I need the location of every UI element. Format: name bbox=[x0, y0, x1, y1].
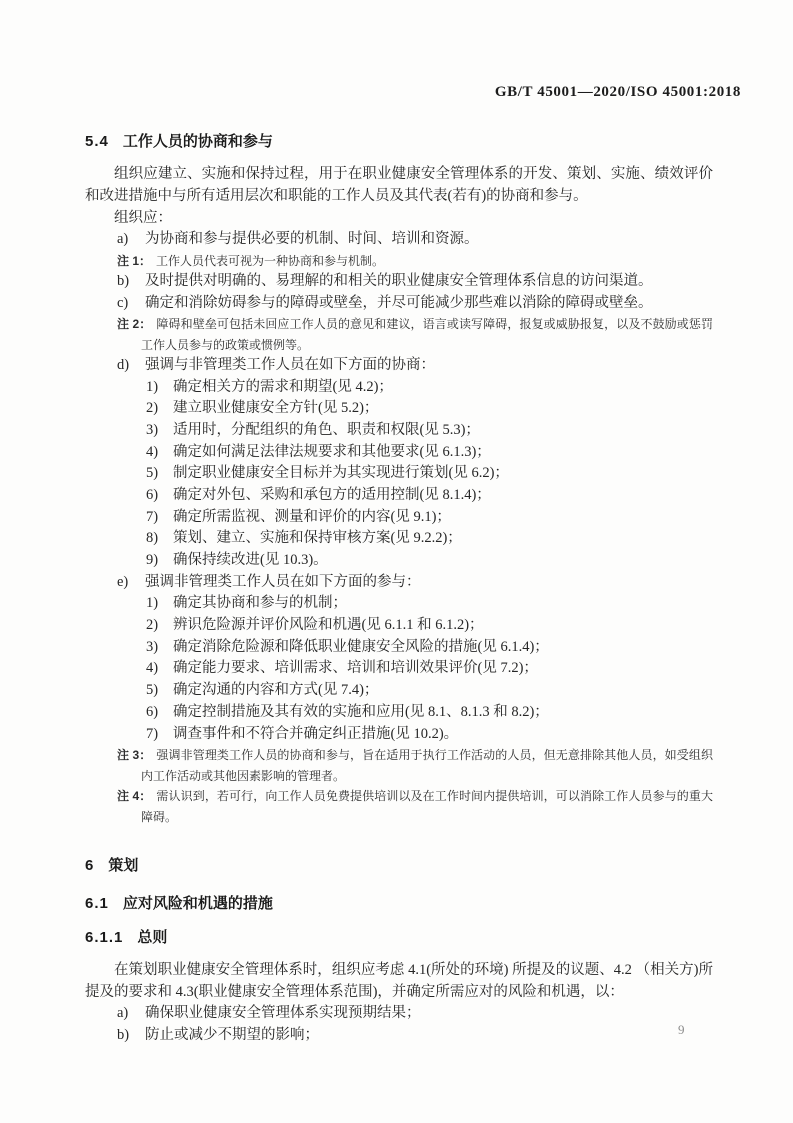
page-content bbox=[85, 0, 713, 1046]
sub-item-text: 制定职业健康安全目标并为其实现进行策划(见 6.2)； bbox=[173, 465, 509, 482]
sub-item-text: 建立职业健康安全方针(见 5.2)； bbox=[173, 400, 379, 417]
sub-item-label: 5) bbox=[146, 682, 159, 699]
sub-item-text: 确保持续改进(见 10.3)。 bbox=[173, 552, 328, 569]
sub-item-e5 bbox=[146, 680, 713, 702]
sub-item-e2 bbox=[146, 615, 713, 637]
sub-item-d8 bbox=[146, 528, 713, 550]
sub-item-d2 bbox=[146, 398, 713, 420]
sub-item-d4 bbox=[146, 442, 713, 464]
sub-item-label: 3) bbox=[146, 421, 159, 438]
sub-item-text: 确定对外包、采购和承包方的适用控制(见 8.1.4)； bbox=[173, 487, 491, 504]
sub-item-label: 6) bbox=[146, 487, 159, 504]
item-text: 确保职业健康安全管理体系实现预期结果； bbox=[145, 1005, 421, 1022]
item-text: 确定和消除妨碍参与的障碍或壁垒，并尽可能减少那些难以消除的障碍或壁垒。 bbox=[145, 294, 653, 311]
sub-item-label: 7) bbox=[146, 725, 159, 742]
note-label: 注 1： bbox=[117, 253, 152, 268]
list-item-a bbox=[117, 229, 713, 251]
section-title: 总则 bbox=[137, 929, 168, 947]
item-text: 及时提供对明确的、易理解的和相关的职业健康安全管理体系信息的访问渠道。 bbox=[145, 273, 653, 289]
sub-item-d1 bbox=[146, 377, 713, 399]
list-item-b bbox=[117, 271, 713, 293]
note-3 bbox=[117, 745, 713, 786]
item-text: 防止或减少不期望的影响； bbox=[145, 1026, 319, 1043]
sub-item-e1 bbox=[146, 593, 713, 615]
sub-item-label: 1) bbox=[146, 378, 159, 395]
section-title: 应对风险和机遇的措施 bbox=[122, 895, 273, 913]
sub-item-text: 适用时，分配组织的角色、职责和权限(见 5.3)； bbox=[173, 421, 480, 438]
sub-item-label: 4) bbox=[146, 660, 159, 677]
sub-item-text: 调查事件和不符合并确定纠正措施(见 10.2)。 bbox=[173, 725, 459, 742]
section-5-4-heading bbox=[85, 130, 713, 151]
sub-item-text: 确定所需监视、测量和评价的内容(见 9.1)； bbox=[173, 508, 451, 525]
section-title: 工作人员的协商和参与 bbox=[122, 133, 273, 150]
sub-item-d9 bbox=[146, 550, 713, 572]
sub-item-text: 确定沟通的内容和方式(见 7.4)； bbox=[173, 682, 379, 699]
intro-paragraph: 组织应建立、实施和保持过程，用于在职业健康安全管理体系的开发、策划、实施、绩效评价和改进措施中与所有适用层次和职能的工作人员及其代表(若有)的协商和参与。 bbox=[85, 166, 713, 204]
item-text: 强调与非管理类工作人员在如下方面的协商： bbox=[145, 357, 435, 373]
note-2 bbox=[117, 314, 713, 355]
note-label: 注 2： bbox=[117, 317, 152, 331]
list-item-a bbox=[117, 1003, 713, 1025]
section-number: 6.1 bbox=[85, 895, 109, 913]
sub-item-label: 2) bbox=[146, 400, 159, 417]
page-number: 9 bbox=[678, 1022, 685, 1037]
list-item-e bbox=[117, 572, 713, 594]
item-label: d) bbox=[117, 357, 130, 373]
sub-item-e6 bbox=[146, 702, 713, 724]
section-6-1-heading bbox=[85, 892, 713, 913]
note-text: 强调非管理类工作人员的协商和参与，旨在适用于执行工作活动的人员，但无意排除其他人员，如受组织内工作活动或其他因素影响的管理者。 bbox=[141, 748, 713, 783]
section-6-heading bbox=[85, 854, 713, 875]
sub-item-label: 1) bbox=[146, 595, 159, 612]
list-item-d bbox=[117, 355, 713, 377]
note-text: 工作人员代表可视为一种协商和参与机制。 bbox=[156, 253, 385, 268]
sub-item-d6 bbox=[146, 485, 713, 507]
sub-item-text: 确定控制措施及其有效的实施和应用(见 8.1、8.1.3 和 8.2)； bbox=[173, 703, 549, 720]
note-label: 注 3： bbox=[117, 748, 152, 763]
section-number: 5.4 bbox=[85, 133, 109, 150]
sub-item-label: 8) bbox=[146, 530, 159, 547]
sub-item-label: 4) bbox=[146, 443, 159, 460]
sub-item-text: 确定相关方的需求和期望(见 4.2)； bbox=[173, 378, 393, 395]
intro-paragraph: 在策划职业健康安全管理体系时，组织应考虑 4.1(所处的环境) 所提及的议题、4.2 （相关方)所提及的要求和 4.3(职业健康安全管理体系范围)，并确定所需应对的风险和机遇，以： bbox=[85, 962, 713, 1001]
list-item-c bbox=[117, 293, 713, 315]
item-text: 为协商和参与提供必要的机制、时间、培训和资源。 bbox=[145, 231, 479, 247]
section-6-1-1-heading bbox=[85, 926, 713, 947]
sub-item-e7 bbox=[146, 724, 713, 746]
sub-item-e4 bbox=[146, 658, 713, 680]
section-title: 策划 bbox=[108, 857, 139, 875]
lead-in-paragraph: 组织应： bbox=[114, 210, 172, 226]
item-label: e) bbox=[117, 573, 129, 590]
item-label: a) bbox=[117, 1005, 129, 1022]
sub-item-d5 bbox=[146, 463, 713, 485]
sub-item-text: 确定消除危险源和降低职业健康安全风险的措施(见 6.1.4)； bbox=[173, 638, 549, 655]
note-label: 注 4： bbox=[117, 789, 152, 804]
sub-item-text: 策划、建立、实施和保持审核方案(见 9.2.2)； bbox=[173, 530, 462, 547]
sub-item-d3 bbox=[146, 420, 713, 442]
sub-item-label: 6) bbox=[146, 703, 159, 720]
note-text: 障碍和壁垒可包括未回应工作人员的意见和建议，语言或读写障碍，报复或威胁报复，以及不鼓励或惩罚工作人员参与的政策或惯例等。 bbox=[141, 317, 713, 352]
sub-item-text: 确定能力要求、培训需求、培训和培训效果评价(见 7.2)； bbox=[173, 660, 538, 677]
sub-item-label: 5) bbox=[146, 465, 159, 482]
sub-item-label: 9) bbox=[146, 552, 159, 569]
sub-item-text: 确定其协商和参与的机制； bbox=[173, 595, 347, 612]
sub-item-e3 bbox=[146, 637, 713, 659]
sub-item-d7 bbox=[146, 507, 713, 529]
note-text: 需认识到，若可行，向工作人员免费提供培训以及在工作时间内提供培训，可以消除工作人员参与的重大障碍。 bbox=[141, 789, 713, 824]
sub-item-label: 2) bbox=[146, 617, 159, 634]
sub-item-text: 辨识危险源并评价风险和机遇(见 6.1.1 和 6.1.2)； bbox=[173, 617, 484, 634]
running-header: GB/T 45001—2020/ISO 45001:2018 bbox=[494, 84, 741, 100]
section-number: 6 bbox=[85, 857, 95, 875]
item-text: 强调非管理类工作人员在如下方面的参与： bbox=[145, 573, 421, 590]
section-number: 6.1.1 bbox=[85, 929, 124, 947]
sub-item-label: 3) bbox=[146, 638, 159, 655]
list-item-b bbox=[117, 1025, 713, 1047]
item-label: c) bbox=[117, 294, 129, 311]
item-label: b) bbox=[117, 273, 130, 289]
note-4 bbox=[117, 786, 713, 827]
note-1 bbox=[117, 251, 713, 272]
item-label: b) bbox=[117, 1026, 130, 1043]
sub-item-text: 确定如何满足法律法规要求和其他要求(见 6.1.3)； bbox=[173, 443, 491, 460]
item-label: a) bbox=[117, 231, 129, 247]
sub-item-label: 7) bbox=[146, 508, 159, 525]
